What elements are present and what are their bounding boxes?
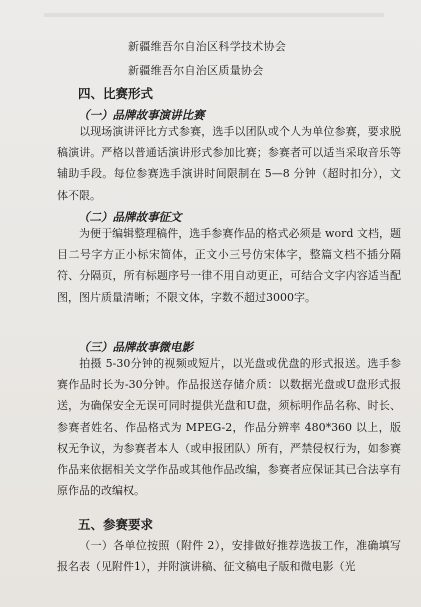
subsection-2-paragraph xyxy=(57,223,401,308)
subsection-1-heading: （一）品牌故事演讲比赛 xyxy=(78,108,205,122)
org-name-1: 新疆维吾尔自治区科学技术协会 xyxy=(128,40,287,53)
subsection-3-text: 拍摄 5-30分钟的视频或短片，以光盘或优盘的形式报送。选手参赛作品时长为-30分钟。作品报送存储介质：以数据光盘或U盘形式报送，为确保安全无误可同时提供光盘和U盘，须标明作品名称、时长、参赛者姓名、作品格式为 MPEG-2，作品分辨率 480*360 以上，版权无争议，为参赛者本人（或申报团队）所有，严禁侵权行为，如参赛作品来依据相关文学作品或其他作品改编，参赛者应保证其已合法享有原作品的改编权。 xyxy=(57,357,401,498)
subsection-3-heading: （三）品牌故事微电影 xyxy=(78,340,193,354)
subsection-1-paragraph xyxy=(57,121,401,206)
subsection-1-text: 以现场演讲评比方式参赛，选手以团队或个人为单位参赛，要求脱稿演讲。严格以普通话演讲形式参加比赛；参赛者可以适当采取音乐等辅助手段。每位参赛选手演讲时间限制在 5—8 分钟（超时扣分），文体不限。 xyxy=(57,125,401,202)
section-5-paragraph xyxy=(57,535,401,577)
scan-shadow xyxy=(44,13,384,17)
section-4-heading: 四、比赛形式 xyxy=(78,86,154,101)
section-5-text: （一）各单位按照（附件 2），安排做好推荐选拔工作，准确填写报名表（见附件1），并附演讲稿、征文稿电子版和微电影（光 xyxy=(57,539,401,574)
section-5-heading: 五、参赛要求 xyxy=(78,517,154,532)
org-name-2: 新疆维吾尔自治区质量协会 xyxy=(128,64,264,77)
subsection-2-heading: （二）品牌故事征文 xyxy=(78,210,182,224)
subsection-2-text: 为便于编辑整理稿件，选手参赛作品的格式必须是 word 文档，题目二号字方正小标宋简体，正文小三号仿宋体字，整篇文档不插分隔符、分隔页，所有标题序号一律不用自动更正，可结合文字内容适当配图，图片质量清晰；不限文体，字数不超过3000字。 xyxy=(57,227,401,304)
subsection-3-paragraph xyxy=(57,353,401,501)
